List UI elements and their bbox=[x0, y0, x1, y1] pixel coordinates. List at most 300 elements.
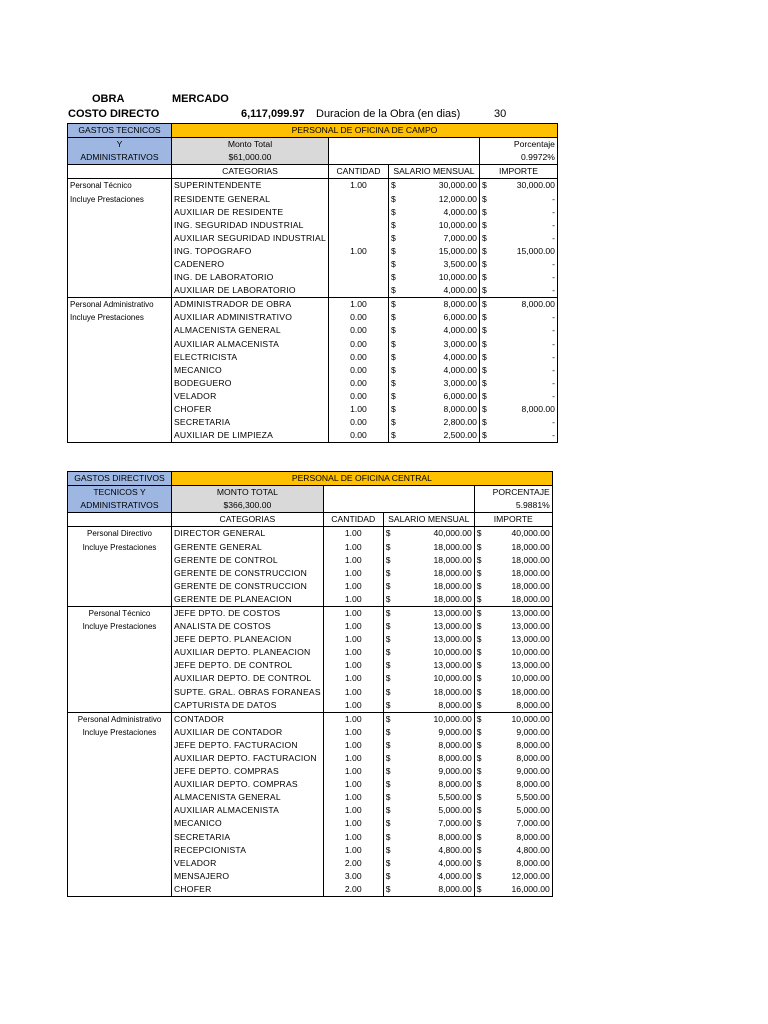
salary-cell: 10,000.00 bbox=[401, 271, 479, 284]
quantity-cell: 0.00 bbox=[328, 351, 388, 364]
table-row bbox=[68, 527, 553, 541]
salary-cell: 6,000.00 bbox=[401, 390, 479, 403]
section-title: PERSONAL DE OFICINA CENTRAL bbox=[172, 472, 553, 486]
group-label-2: TECNICOS Y bbox=[68, 486, 172, 500]
section-label-blank bbox=[68, 765, 172, 778]
blank-cell bbox=[68, 513, 172, 527]
salary-cell: 3,000.00 bbox=[401, 338, 479, 351]
table-row bbox=[68, 606, 553, 620]
category-cell: AUXILIAR ALMACENISTA bbox=[172, 338, 329, 351]
quantity-cell: 0.00 bbox=[328, 429, 388, 443]
category-cell: JEFE DEPTO. PLANEACION bbox=[172, 633, 324, 646]
group-label-1: GASTOS DIRECTIVOS bbox=[68, 472, 172, 486]
import-currency: $ bbox=[476, 686, 482, 697]
import-currency: $ bbox=[481, 272, 487, 283]
quantity-cell: 1.00 bbox=[323, 633, 383, 646]
group-label-2: Y bbox=[68, 138, 172, 152]
obra-value: MERCADO bbox=[172, 93, 229, 105]
table-row bbox=[68, 791, 553, 804]
salary-cell: 30,000.00 bbox=[401, 179, 479, 193]
col-importe: IMPORTE bbox=[474, 513, 552, 527]
table-row bbox=[68, 338, 558, 351]
table-row bbox=[68, 179, 558, 193]
table-row bbox=[68, 752, 553, 765]
salary-currency: $ bbox=[390, 404, 396, 415]
import-cell: 18,000.00 bbox=[486, 554, 552, 567]
quantity-cell: 0.00 bbox=[328, 390, 388, 403]
monto-value: $61,000.00 bbox=[172, 151, 329, 165]
import-currency: $ bbox=[481, 219, 487, 230]
import-currency: $ bbox=[476, 621, 482, 632]
import-currency: $ bbox=[476, 739, 482, 750]
table-row bbox=[68, 416, 558, 429]
salary-cell: 8,000.00 bbox=[401, 298, 479, 312]
section-label-blank bbox=[68, 883, 172, 897]
salary-cell: 13,000.00 bbox=[396, 659, 474, 672]
section-label-2: Incluye Prestaciones bbox=[68, 311, 172, 324]
quantity-cell: 1.00 bbox=[323, 686, 383, 699]
salary-currency: $ bbox=[385, 753, 391, 764]
porcentaje-label: Porcentaje bbox=[479, 138, 557, 152]
salary-currency: $ bbox=[385, 554, 391, 565]
import-cell: 8,000.00 bbox=[486, 778, 552, 791]
table-row bbox=[68, 883, 553, 897]
salary-currency: $ bbox=[385, 805, 391, 816]
salary-currency: $ bbox=[383, 593, 396, 607]
table-row bbox=[68, 245, 558, 258]
salary-cell: 8,000.00 bbox=[401, 403, 479, 416]
section-label-blank bbox=[68, 791, 172, 804]
category-cell: AUXILIAR DE LIMPIEZA bbox=[172, 429, 329, 443]
table-row bbox=[68, 554, 553, 567]
quantity-cell: 1.00 bbox=[323, 593, 383, 607]
quantity-cell: 0.00 bbox=[328, 311, 388, 324]
quantity-cell: 1.00 bbox=[323, 580, 383, 593]
monto-value: $366,300.00 bbox=[172, 499, 324, 513]
category-cell: BODEGUERO bbox=[172, 377, 329, 390]
salary-cell: 4,000.00 bbox=[401, 351, 479, 364]
gap-cell bbox=[328, 151, 479, 165]
import-currency: $ bbox=[476, 857, 482, 868]
salary-currency: $ bbox=[390, 219, 396, 230]
table-row bbox=[68, 403, 558, 416]
salary-cell: 10,000.00 bbox=[396, 712, 474, 726]
table-row bbox=[68, 192, 558, 205]
quantity-cell: 1.00 bbox=[323, 554, 383, 567]
blank-cell bbox=[68, 165, 172, 179]
section-title: PERSONAL DE OFICINA DE CAMPO bbox=[172, 124, 558, 138]
column-header-row bbox=[68, 513, 553, 527]
quantity-cell: 1.00 bbox=[323, 804, 383, 817]
import-currency: $ bbox=[476, 567, 482, 578]
salary-cell: 4,000.00 bbox=[401, 284, 479, 298]
salary-currency: $ bbox=[383, 527, 396, 541]
section-label-blank bbox=[68, 817, 172, 830]
quantity-cell: 1.00 bbox=[323, 712, 383, 726]
gap-cell bbox=[328, 138, 479, 152]
category-cell: JEFE DEPTO. DE CONTROL bbox=[172, 659, 324, 672]
quantity-cell: 1.00 bbox=[323, 527, 383, 541]
import-currency: $ bbox=[481, 351, 487, 362]
salary-currency: $ bbox=[390, 364, 396, 375]
salary-cell: 18,000.00 bbox=[396, 540, 474, 553]
quantity-cell: 1.00 bbox=[323, 540, 383, 553]
table-row bbox=[68, 844, 553, 857]
category-cell: RESIDENTE GENERAL bbox=[172, 192, 329, 205]
salary-cell: 13,000.00 bbox=[396, 633, 474, 646]
import-currency: $ bbox=[476, 831, 482, 842]
import-currency: $ bbox=[479, 429, 491, 443]
quantity-cell: 0.00 bbox=[328, 324, 388, 337]
salary-cell: 18,000.00 bbox=[396, 580, 474, 593]
import-cell: 10,000.00 bbox=[486, 672, 552, 685]
group-label-1: GASTOS TECNICOS bbox=[68, 124, 172, 138]
monto-label: MONTO TOTAL bbox=[172, 486, 324, 500]
category-cell: VELADOR bbox=[172, 857, 324, 870]
category-cell: AUXILIAR ADMINISTRATIVO bbox=[172, 311, 329, 324]
salary-currency: $ bbox=[385, 647, 391, 658]
salary-currency: $ bbox=[385, 857, 391, 868]
salary-cell: 13,000.00 bbox=[396, 606, 474, 620]
salary-currency: $ bbox=[385, 818, 391, 829]
section-label-blank bbox=[68, 271, 172, 284]
section-label-2: Incluye Prestaciones bbox=[68, 726, 172, 739]
category-cell: CONTADOR bbox=[172, 712, 324, 726]
import-currency: $ bbox=[481, 377, 487, 388]
section-label-blank bbox=[68, 593, 172, 607]
import-cell: 15,000.00 bbox=[491, 245, 557, 258]
col-salario: SALARIO MENSUAL bbox=[388, 165, 479, 179]
import-currency: $ bbox=[481, 193, 487, 204]
table-row bbox=[68, 633, 553, 646]
table-row bbox=[68, 390, 558, 403]
section-label-blank bbox=[68, 554, 172, 567]
import-currency: $ bbox=[481, 364, 487, 375]
salary-currency: $ bbox=[385, 541, 391, 552]
import-cell: 8,000.00 bbox=[491, 403, 557, 416]
import-cell: - bbox=[491, 232, 557, 245]
import-cell: 9,000.00 bbox=[486, 765, 552, 778]
salary-currency: $ bbox=[385, 831, 391, 842]
salary-cell: 7,000.00 bbox=[401, 232, 479, 245]
quantity-cell: 1.00 bbox=[323, 620, 383, 633]
quantity-cell: 1.00 bbox=[328, 245, 388, 258]
category-cell: SUPTE. GRAL. OBRAS FORANEAS bbox=[172, 686, 324, 699]
section-label-blank bbox=[68, 429, 172, 443]
table-row bbox=[68, 870, 553, 883]
quantity-cell: 1.00 bbox=[328, 403, 388, 416]
import-currency: $ bbox=[476, 818, 482, 829]
salary-currency: $ bbox=[390, 206, 396, 217]
salary-cell: 10,000.00 bbox=[396, 672, 474, 685]
salary-currency: $ bbox=[385, 792, 391, 803]
category-cell: AUXILIAR SEGURIDAD INDUSTRIAL bbox=[172, 232, 329, 245]
category-cell: SUPERINTENDENTE bbox=[172, 179, 329, 193]
table-row bbox=[68, 429, 558, 443]
section-label-blank bbox=[68, 403, 172, 416]
porcentaje-value: 0.9972% bbox=[479, 151, 557, 165]
table-row bbox=[68, 219, 558, 232]
quantity-cell: 1.00 bbox=[328, 179, 388, 193]
col-importe: IMPORTE bbox=[479, 165, 557, 179]
table-row bbox=[68, 699, 553, 713]
section-label-1: Personal Directivo bbox=[68, 527, 172, 541]
salary-cell: 5,000.00 bbox=[396, 804, 474, 817]
section-label-blank bbox=[68, 338, 172, 351]
import-cell: 8,000.00 bbox=[486, 857, 552, 870]
table-row bbox=[68, 580, 553, 593]
category-cell: GERENTE DE CONTROL bbox=[172, 554, 324, 567]
category-cell: JEFE DEPTO. COMPRAS bbox=[172, 765, 324, 778]
salary-cell: 4,000.00 bbox=[401, 364, 479, 377]
salary-cell: 4,000.00 bbox=[401, 206, 479, 219]
import-cell: 30,000.00 bbox=[491, 179, 557, 193]
table-row bbox=[68, 593, 553, 607]
import-cell: 8,000.00 bbox=[486, 752, 552, 765]
category-cell: AUXILIAR DE CONTADOR bbox=[172, 726, 324, 739]
import-cell: 40,000.00 bbox=[486, 527, 552, 541]
quantity-cell: 1.00 bbox=[323, 844, 383, 857]
table-row bbox=[68, 377, 558, 390]
salary-currency: $ bbox=[385, 634, 391, 645]
salary-currency: $ bbox=[385, 726, 391, 737]
table-row bbox=[68, 686, 553, 699]
quantity-cell: 1.00 bbox=[323, 726, 383, 739]
quantity-cell: 2.00 bbox=[323, 857, 383, 870]
table-row bbox=[68, 712, 553, 726]
import-cell: - bbox=[491, 219, 557, 232]
import-currency: $ bbox=[476, 753, 482, 764]
quantity-cell: 1.00 bbox=[323, 659, 383, 672]
salary-currency: $ bbox=[385, 567, 391, 578]
salary-cell: 9,000.00 bbox=[396, 765, 474, 778]
salary-currency: $ bbox=[385, 844, 391, 855]
table-row bbox=[68, 364, 558, 377]
import-cell: 10,000.00 bbox=[486, 712, 552, 726]
import-currency: $ bbox=[481, 232, 487, 243]
import-cell: 18,000.00 bbox=[486, 580, 552, 593]
quantity-cell: 1.00 bbox=[323, 739, 383, 752]
salary-cell: 4,800.00 bbox=[396, 844, 474, 857]
import-currency: $ bbox=[476, 580, 482, 591]
salary-cell: 5,500.00 bbox=[396, 791, 474, 804]
section-label-2: Incluye Prestaciones bbox=[68, 540, 172, 553]
salary-cell: 3,000.00 bbox=[401, 377, 479, 390]
section-label-blank bbox=[68, 377, 172, 390]
table-row bbox=[68, 804, 553, 817]
import-currency: $ bbox=[476, 541, 482, 552]
col-categorias: CATEGORIAS bbox=[172, 165, 329, 179]
section-label-blank bbox=[68, 870, 172, 883]
salary-cell: 18,000.00 bbox=[396, 567, 474, 580]
porcentaje-label: PORCENTAJE bbox=[474, 486, 552, 500]
section-label-blank bbox=[68, 831, 172, 844]
import-cell: - bbox=[491, 271, 557, 284]
salary-cell: 3,500.00 bbox=[401, 258, 479, 271]
category-cell: MENSAJERO bbox=[172, 870, 324, 883]
porcentaje-value: 5.9881% bbox=[474, 499, 552, 513]
costo-directo-value: 6,117,099.97 bbox=[241, 108, 305, 120]
import-cell: - bbox=[491, 416, 557, 429]
salary-currency: $ bbox=[385, 660, 391, 671]
table-row bbox=[68, 620, 553, 633]
salary-currency: $ bbox=[390, 325, 396, 336]
import-currency: $ bbox=[474, 712, 486, 726]
import-cell: 7,000.00 bbox=[486, 817, 552, 830]
salary-cell: 2,800.00 bbox=[401, 416, 479, 429]
section-label-blank bbox=[68, 219, 172, 232]
quantity-cell: 1.00 bbox=[323, 699, 383, 713]
section-label-blank bbox=[68, 659, 172, 672]
table-row bbox=[68, 258, 558, 271]
salary-currency: $ bbox=[385, 739, 391, 750]
import-currency: $ bbox=[481, 206, 487, 217]
table-row bbox=[68, 778, 553, 791]
category-cell: ALMACENISTA GENERAL bbox=[172, 791, 324, 804]
import-currency: $ bbox=[476, 673, 482, 684]
table-row bbox=[68, 351, 558, 364]
salary-currency: $ bbox=[390, 272, 396, 283]
section-label-blank bbox=[68, 284, 172, 298]
category-cell: GERENTE DE CONSTRUCCION bbox=[172, 580, 324, 593]
table-row bbox=[68, 232, 558, 245]
category-cell: AUXILIAR DE RESIDENTE bbox=[172, 206, 329, 219]
quantity-cell: 2.00 bbox=[323, 883, 383, 897]
salary-currency: $ bbox=[390, 245, 396, 256]
import-cell: 18,000.00 bbox=[486, 686, 552, 699]
section-label-blank bbox=[68, 245, 172, 258]
import-cell: 9,000.00 bbox=[486, 726, 552, 739]
section-label-blank bbox=[68, 857, 172, 870]
import-currency: $ bbox=[474, 527, 486, 541]
table-row bbox=[68, 206, 558, 219]
quantity-cell: 0.00 bbox=[328, 364, 388, 377]
table-row bbox=[68, 765, 553, 778]
duracion-value: 30 bbox=[494, 108, 507, 120]
import-currency: $ bbox=[476, 634, 482, 645]
section-label-blank bbox=[68, 351, 172, 364]
section-label-1: Personal Técnico bbox=[68, 179, 172, 193]
table-row bbox=[68, 672, 553, 685]
campo-table bbox=[67, 123, 558, 443]
salary-currency: $ bbox=[385, 870, 391, 881]
quantity-cell: 1.00 bbox=[323, 817, 383, 830]
salary-cell: 12,000.00 bbox=[401, 192, 479, 205]
section-label-blank bbox=[68, 646, 172, 659]
col-cantidad: CANTIDAD bbox=[323, 513, 383, 527]
table-row bbox=[68, 540, 553, 553]
section-label-blank bbox=[68, 672, 172, 685]
salary-currency: $ bbox=[390, 338, 396, 349]
category-cell: MECANICO bbox=[172, 364, 329, 377]
import-currency: $ bbox=[476, 792, 482, 803]
salary-cell: 4,000.00 bbox=[396, 870, 474, 883]
import-currency: $ bbox=[476, 726, 482, 737]
salary-currency: $ bbox=[385, 673, 391, 684]
table-row bbox=[68, 271, 558, 284]
table-row bbox=[68, 284, 558, 298]
import-cell: - bbox=[491, 206, 557, 219]
import-currency: $ bbox=[481, 245, 487, 256]
quantity-cell: 1.00 bbox=[323, 831, 383, 844]
salary-cell: 4,000.00 bbox=[401, 324, 479, 337]
quantity-cell: 0.00 bbox=[328, 338, 388, 351]
salary-currency: $ bbox=[385, 686, 391, 697]
import-cell: 5,500.00 bbox=[486, 791, 552, 804]
category-cell: SECRETARIA bbox=[172, 831, 324, 844]
salary-currency: $ bbox=[385, 766, 391, 777]
salary-cell: 18,000.00 bbox=[396, 554, 474, 567]
category-cell: CADENERO bbox=[172, 258, 329, 271]
salary-currency: $ bbox=[390, 232, 396, 243]
salary-currency: $ bbox=[390, 390, 396, 401]
category-cell: ANALISTA DE COSTOS bbox=[172, 620, 324, 633]
import-cell: 8,000.00 bbox=[491, 298, 557, 312]
salary-cell: 4,000.00 bbox=[396, 857, 474, 870]
salary-cell: 10,000.00 bbox=[401, 219, 479, 232]
table-row bbox=[68, 324, 558, 337]
salary-currency: $ bbox=[390, 193, 396, 204]
salary-cell: 8,000.00 bbox=[396, 778, 474, 791]
salary-currency: $ bbox=[390, 377, 396, 388]
import-cell: - bbox=[491, 364, 557, 377]
category-cell: ELECTRICISTA bbox=[172, 351, 329, 364]
salary-cell: 8,000.00 bbox=[396, 752, 474, 765]
table-row bbox=[68, 659, 553, 672]
section-label-blank bbox=[68, 739, 172, 752]
import-currency: $ bbox=[476, 805, 482, 816]
quantity-cell: 1.00 bbox=[323, 672, 383, 685]
category-cell: ING. SEGURIDAD INDUSTRIAL bbox=[172, 219, 329, 232]
title-row bbox=[68, 472, 553, 486]
table-row bbox=[68, 817, 553, 830]
import-cell: 8,000.00 bbox=[486, 699, 552, 713]
category-cell: GERENTE DE PLANEACION bbox=[172, 593, 324, 607]
salary-currency: $ bbox=[388, 284, 401, 298]
section-label-blank bbox=[68, 258, 172, 271]
salary-currency: $ bbox=[390, 312, 396, 323]
import-currency: $ bbox=[476, 766, 482, 777]
import-cell: - bbox=[491, 311, 557, 324]
category-cell: RECEPCIONISTA bbox=[172, 844, 324, 857]
import-currency: $ bbox=[474, 883, 486, 897]
section-label-1: Personal Técnico bbox=[68, 606, 172, 620]
quantity-cell bbox=[328, 284, 388, 298]
quantity-cell: 1.00 bbox=[323, 765, 383, 778]
salary-cell: 40,000.00 bbox=[396, 527, 474, 541]
import-currency: $ bbox=[479, 284, 491, 298]
category-cell: ING. TOPOGRAFO bbox=[172, 245, 329, 258]
import-currency: $ bbox=[476, 554, 482, 565]
import-currency: $ bbox=[476, 870, 482, 881]
monto-label: Monto Total bbox=[172, 138, 329, 152]
category-cell: VELADOR bbox=[172, 390, 329, 403]
quantity-cell: 1.00 bbox=[323, 778, 383, 791]
costo-directo-label: COSTO DIRECTO bbox=[68, 108, 160, 120]
section-label-blank bbox=[68, 633, 172, 646]
import-cell: 8,000.00 bbox=[486, 739, 552, 752]
import-cell: 13,000.00 bbox=[486, 606, 552, 620]
category-cell: DIRECTOR GENERAL bbox=[172, 527, 324, 541]
category-cell: GERENTE GENERAL bbox=[172, 540, 324, 553]
import-currency: $ bbox=[481, 390, 487, 401]
category-cell: JEFE DPTO. DE COSTOS bbox=[172, 606, 324, 620]
section-label-1: Personal Administrativo bbox=[68, 298, 172, 312]
quantity-cell: 0.00 bbox=[328, 377, 388, 390]
quantity-cell bbox=[328, 219, 388, 232]
col-salario: SALARIO MENSUAL bbox=[383, 513, 474, 527]
section-label-blank bbox=[68, 752, 172, 765]
